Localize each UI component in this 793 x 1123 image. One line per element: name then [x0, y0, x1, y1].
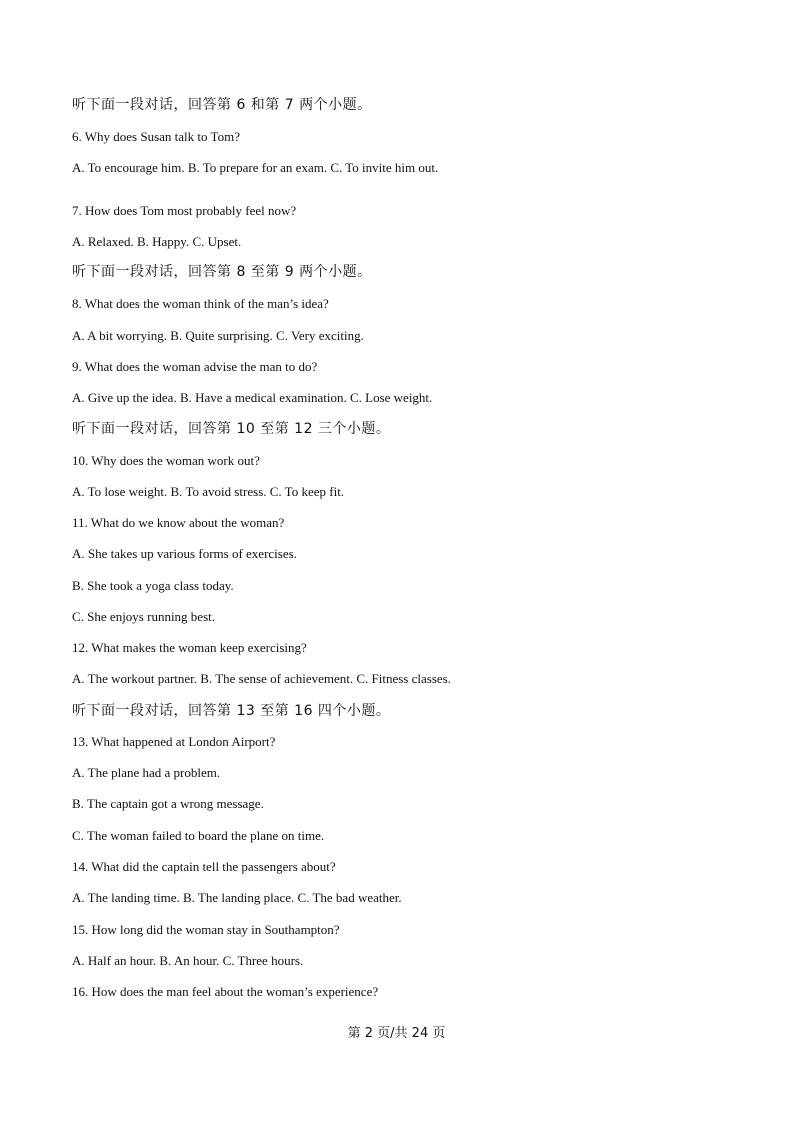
question-text: 10. Why does the woman work out? — [72, 453, 260, 468]
answer-option: A. She takes up various forms of exercises. — [72, 546, 297, 561]
answer-options: A. The workout partner. B. The sense of achievement. C. Fitness classes. — [72, 671, 451, 686]
answer-options: A. Give up the idea. B. Have a medical examination. C. Lose weight. — [72, 390, 433, 405]
section-heading: 听下面一段对话，回答第 13 至第 16 四个小题。 — [72, 703, 391, 719]
question-text: 16. How does the man feel about the woman’s experience? — [72, 984, 379, 999]
question-text: 7. How does Tom most probably feel now? — [72, 203, 297, 218]
answer-options: A. To lose weight. B. To avoid stress. C. To keep fit. — [72, 484, 345, 499]
answer-options: A. Relaxed. B. Happy. C. Upset. — [72, 234, 242, 249]
section-heading: 听下面一段对话，回答第 10 至第 12 三个小题。 — [72, 421, 391, 437]
answer-options: A. The landing time. B. The landing place. C. The bad weather. — [72, 890, 402, 905]
question-text: 11. What do we know about the woman? — [72, 515, 285, 530]
answer-options: A. To encourage him. B. To prepare for an exam. C. To invite him out. — [72, 160, 439, 175]
answer-option: C. The woman failed to board the plane on time. — [72, 828, 325, 843]
question-text: 15. How long did the woman stay in Southampton? — [72, 922, 340, 937]
question-text: 12. What makes the woman keep exercising? — [72, 640, 307, 655]
section-heading: 听下面一段对话，回答第 6 和第 7 两个小题。 — [72, 97, 372, 113]
page-number-footer: 第 2 页/共 24 页 — [347, 1026, 446, 1041]
question-text: 13. What happened at London Airport? — [72, 734, 276, 749]
answer-option: C. She enjoys running best. — [72, 609, 215, 624]
answer-options: A. A bit worrying. B. Quite surprising. C. Very exciting. — [72, 328, 364, 343]
answer-option: B. She took a yoga class today. — [72, 578, 234, 593]
answer-option: B. The captain got a wrong message. — [72, 796, 264, 811]
answer-options: A. Half an hour. B. An hour. C. Three hours. — [72, 953, 304, 968]
answer-option: A. The plane had a problem. — [72, 765, 221, 780]
question-text: 8. What does the woman think of the man’s idea? — [72, 296, 329, 311]
question-text: 6. Why does Susan talk to Tom? — [72, 129, 240, 144]
question-text: 9. What does the woman advise the man to do? — [72, 359, 318, 374]
section-heading: 听下面一段对话，回答第 8 至第 9 两个小题。 — [72, 264, 372, 280]
question-text: 14. What did the captain tell the passengers about? — [72, 859, 336, 874]
